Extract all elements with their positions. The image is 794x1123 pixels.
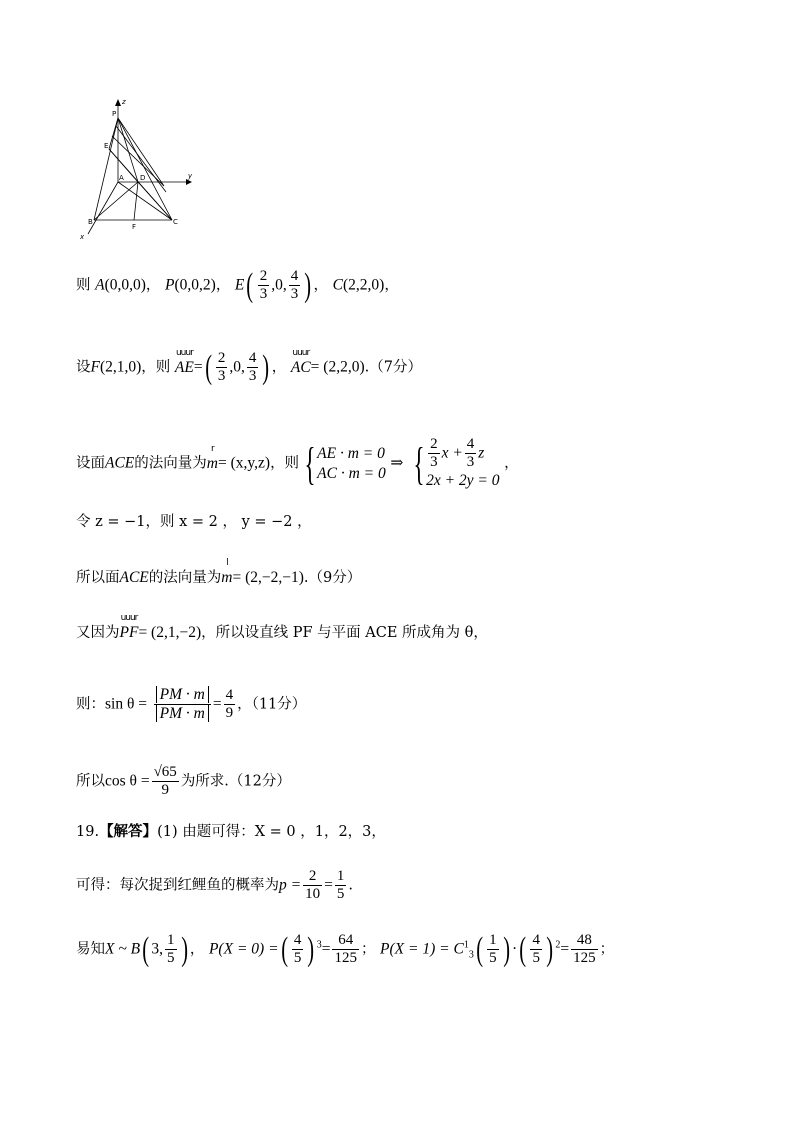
axis-y-label: y xyxy=(188,172,193,180)
line-vectors: 设F(2,1,0)，则 uuur AE=( $\frac{2}{3}$ ,0, $\frac{4}{3}$ ) ， uuur AC= (2,2,0).（7分） xyxy=(76,347,422,386)
line-coordinates: 则 A(0,0,0)， P(0,0,2)， E( $\frac{2}{3}$ ,0, $\frac{4}{3}$ ) ， C(2,2,0)， xyxy=(76,266,399,304)
line-problem-19: 19.【解答】(1) 由题可得：X = 0 ，1，2，3， xyxy=(76,823,386,840)
line-sin-theta: 则：sin θ = $\frac{PM \cdot m}{PM \cdot m}$ = $\frac{4}{9}$ ，（11分） xyxy=(76,686,307,722)
line-pf-vector: 又因为 uuur PF= (2,1,−2)，所以设直线 PF 与平面 ACE 所成角为 θ， xyxy=(76,613,488,641)
point-C-label: C xyxy=(173,218,178,226)
line-normal-vector: 所以面ACE的法向量为 l m= (2,−2,−1).（9分） xyxy=(76,558,362,586)
point-B-label: B xyxy=(88,218,93,226)
line-probability: 可得：每次捉到红鲤鱼的概率为p = $\frac{2}{10}$ = $\frac{1}{5}$ . xyxy=(76,868,353,902)
line-cos-theta: 所以cos θ = $\frac{√65}{9}$ 为所求.（12分） xyxy=(76,764,291,798)
line-binomial: 易知X ~ B( 3, $\frac{1}{5}$ ) ， P(X = 0) =( $\frac{4}{5}$ ) $^3$= $\frac{64}{125}$ ； $P(X = 1) = C^1_3$( $\frac{1}{5}$ ) ·( $\frac{4}{5}$ ) $^2$= $\frac{48}{125}$ ； xyxy=(76,930,615,968)
point-F-label: F xyxy=(132,223,137,231)
line-set-z: 令 z = −1，则 x = 2 ， y = −2 ， xyxy=(76,514,312,530)
point-E-label: E xyxy=(104,142,109,150)
axis-z-label: z xyxy=(122,98,126,106)
axis-x-label: x xyxy=(80,233,85,241)
point-D-label: D xyxy=(140,174,146,182)
geometry-figure xyxy=(76,96,196,241)
point-P-label: P xyxy=(112,110,117,118)
line-normal-system: 设面ACE的法向量为 r m= (x,y,z)，则 { AE · m = 0 AC · m = 0 ⇒ { $\frac{2}{3}$ x + $\frac{4}{3}$ z 2x + 2y = 0 ， xyxy=(76,436,519,489)
point-A-label: A xyxy=(119,174,124,182)
